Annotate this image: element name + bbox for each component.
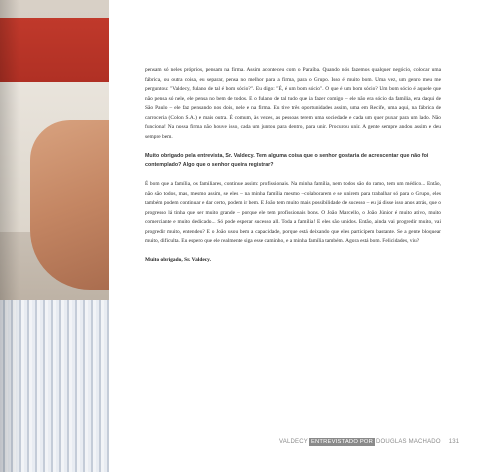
photo-face [30, 120, 109, 290]
body-paragraph: É bom que a família, os familiares, continue assim: profissionais. Na minha família, nem todos são do ramo, tem um médico... Então, não são todos, mas, mesmo assim, se eles – na minha família mesmo –colaborarem e se unirem para trabalhar só para o Grupo, eles também podem continuar e dar certo, podem ir bem. E João tem muito mais possibilidade de sucesso – eu já disse isso anos atrás, que o progresso lá tinha que ser muito grande – porque ele tem profissionais bons. O João Marcello, o João Júnior é muito ativo, muito comerciante e muito dedicado... Só pode esperar sucesso all. Toda a família! E eles são unidos. Então, ainda vai progredir muito, vai progredir muito, entendeu? E o João usou bem a capacidade, porque está deixando que eles participem bastante. Se a gente bloquear muito, dificulta. Eu espero que ele realmente siga esse caminho, e a minha família também. Agora está bom. Felicidades, viu? [145, 181, 441, 244]
footer-interview-label: ENTREVISTADO POR [310, 439, 374, 445]
article-body [145, 66, 441, 275]
closing-line: Muito obrigado, Sr. Valdecy. [145, 257, 211, 263]
footer-interviewer-name: DOUGLAS MACHADO [376, 439, 441, 445]
footer-interviewee-name: VALDECY [279, 439, 308, 445]
body-paragraph: pensam só neles próprios, pensam na firma. Assim aconteceu com o Paraíba. Quando nós fazemos qualquer negócio, colocar uma fábrica, ou outra coisa, eu separar, pensa no melhor para a firma, para o Grupo. Isso é muito bom. Uma vez, um genro meu me perguntou: "Valdecy, fulano de tal é bom sócio?". Eu digo: "É, é um bom sócio". O que é um bom sócio? Um bom sócio é aquele que não pensa só nele, ele pensa no bem de todos. E o fulano de tal tudo que ia fazer comigo – ele não era sócio da família, era daqui de São Paulo – ele faz pensando nos dois, nele e na firma. Eu tive três oportunidades assim, uma em Recife, uma aqui, na fábrica de carroceria (Colon S.A.) e mais outra. É comum, às vezes, as pessoas terem uma sociedade e cada um quer puxar para um lado. Não funciona! Na nossa firma não houve isso, cada um juntou para dentro, para unir. Procurou unir. A gente sempre andou assim e deu sempre bem. [145, 67, 441, 140]
page-footer [279, 437, 459, 447]
portrait-photo [0, 0, 109, 472]
page-gutter-shadow [0, 0, 20, 472]
interviewer-question: Muito obrigado pela entrevista, Sr. Valdecy. Tem alguma coisa que o senhor gostaria de acrescentar que não foi contemplado? Algo que o senhor queira registrar? [145, 152, 429, 168]
page-number: 131 [448, 439, 460, 445]
